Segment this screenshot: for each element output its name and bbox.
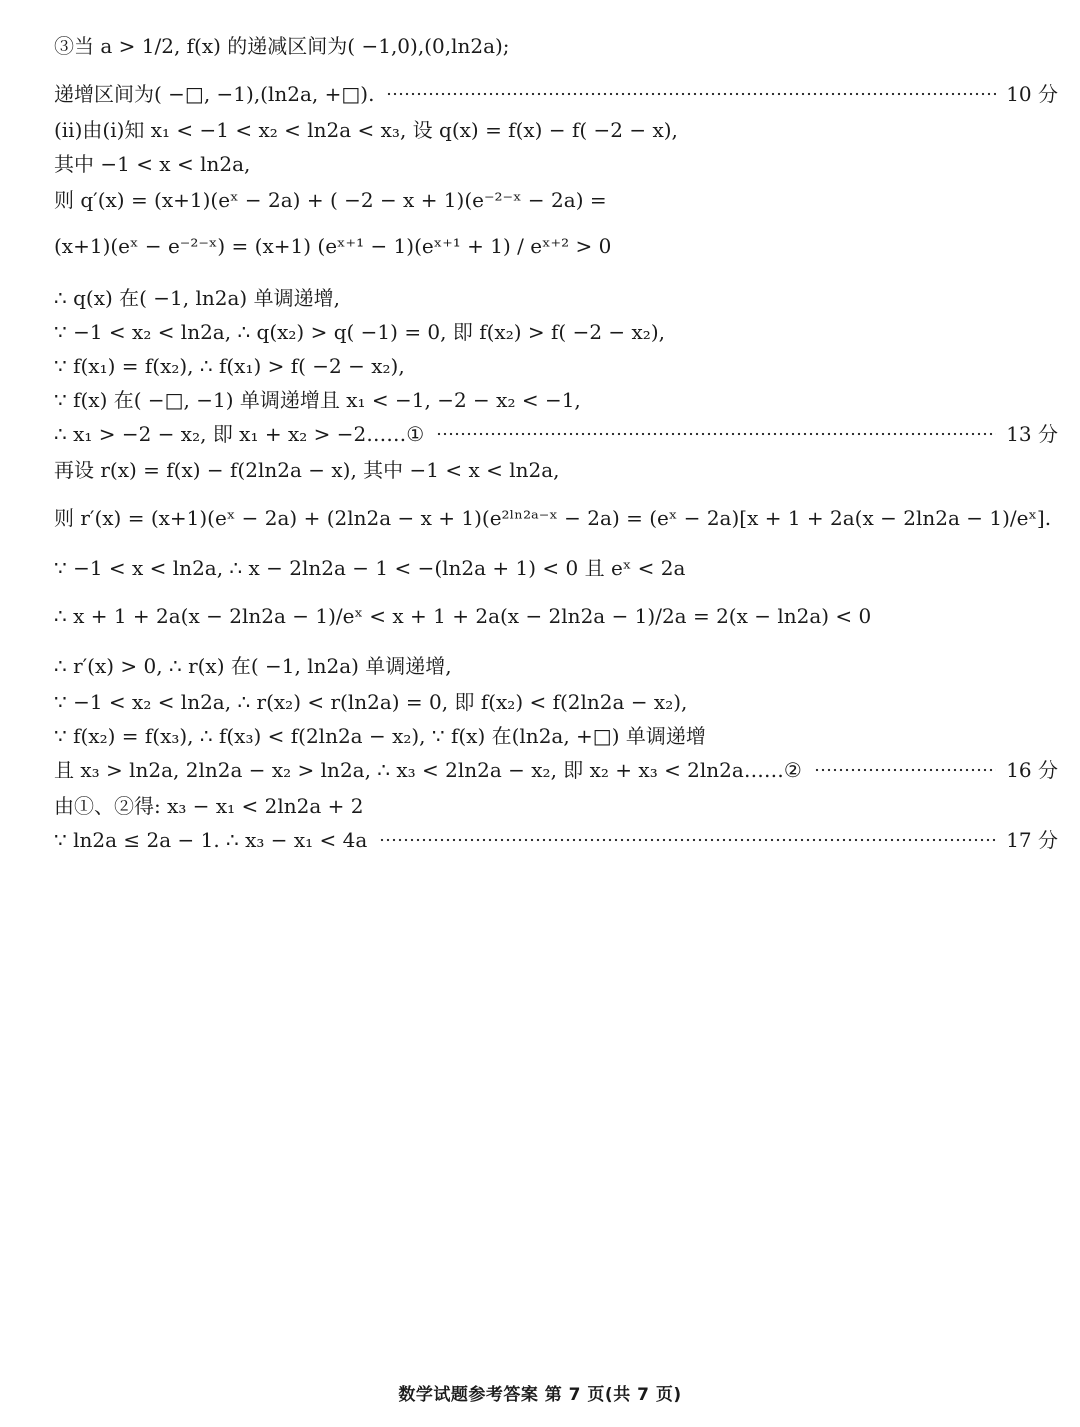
score-mark: 10 分 (1006, 82, 1058, 106)
solution-line (54, 232, 1058, 260)
solution-text: ∵ ln2a ≤ 2a − 1. ∴ x₃ − x₁ < 4a (54, 828, 368, 852)
solution-line (54, 554, 1058, 582)
solution-line (54, 318, 1058, 346)
solution-text: 由①、②得: x₃ − x₁ < 2ln2a + 2 (54, 794, 364, 818)
solution-line (54, 420, 1058, 448)
solution-text: ∵ −1 < x₂ < ln2a, ∴ q(x₂) > q( −1) = 0, 即 f(x₂) > f( −2 − x₂), (54, 320, 665, 344)
solution-text: ∵ −1 < x < ln2a, ∴ x − 2ln2a − 1 < −(ln2a + 1) < 0 且 eˣ < 2a (54, 556, 686, 580)
solution-text: ③当 a > 1/2, f(x) 的递减区间为( −1,0),(0,ln2a); (54, 34, 510, 58)
solution-text: 递增区间为( −□, −1),(ln2a, +□). (54, 82, 375, 106)
solution-text: (x+1)(eˣ − e⁻²⁻ˣ) = (x+1) (eˣ⁺¹ − 1)(eˣ⁺¹ + 1) / eˣ⁺² > 0 (54, 234, 612, 258)
solution-text: (ⅱ)由(ⅰ)知 x₁ < −1 < x₂ < ln2a < x₃, 设 q(x) = f(x) − f( −2 − x), (54, 118, 678, 142)
page-footer: 数学试题参考答案 第 7 页(共 7 页) (398, 1385, 682, 1405)
solution-line (54, 32, 1058, 60)
solution-text: 则 q′(x) = (x+1)(eˣ − 2a) + ( −2 − x + 1)(e⁻²⁻ˣ − 2a) = (54, 188, 607, 212)
solution-line (54, 186, 1058, 214)
solution-text: ∴ r′(x) > 0, ∴ r(x) 在( −1, ln2a) 单调递增, (54, 654, 452, 678)
solution-line (54, 756, 1058, 784)
dot-leader (379, 838, 996, 842)
solution-text: 其中 −1 < x < ln2a, (54, 152, 251, 176)
solution-line (54, 722, 1058, 750)
solution-line (54, 80, 1058, 108)
solution-text: 则 r′(x) = (x+1)(eˣ − 2a) + (2ln2a − x + 1)(e²ˡⁿ²ᵃ⁻ˣ − 2a) = (eˣ − 2a)[x + 1 + 2a(x − 2ln2a − 1)/eˣ]. (54, 506, 1052, 530)
score-mark: 16 分 (1006, 758, 1058, 782)
solution-text: ∵ f(x₁) = f(x₂), ∴ f(x₁) > f( −2 − x₂), (54, 354, 405, 378)
score-mark: 13 分 (1006, 422, 1058, 446)
dot-leader (386, 92, 996, 96)
dot-leader (814, 768, 996, 772)
solution-text: ∵ −1 < x₂ < ln2a, ∴ r(x₂) < r(ln2a) = 0, 即 f(x₂) < f(2ln2a − x₂), (54, 690, 688, 714)
score-mark: 17 分 (1006, 828, 1058, 852)
solution-line (54, 602, 1058, 630)
solution-line (54, 792, 1058, 820)
solution-line (54, 456, 1058, 484)
dot-leader (436, 432, 996, 436)
solution-line (54, 386, 1058, 414)
solution-line (54, 116, 1058, 144)
solution-line (54, 826, 1058, 854)
solution-line (54, 284, 1058, 312)
solution-text: ∴ q(x) 在( −1, ln2a) 单调递增, (54, 286, 340, 310)
solution-line (54, 652, 1058, 680)
solution-line (54, 504, 1058, 532)
solution-text: ∴ x + 1 + 2a(x − 2ln2a − 1)/eˣ < x + 1 + 2a(x − 2ln2a − 1)/2a = 2(x − ln2a) < 0 (54, 604, 872, 628)
solution-text: ∴ x₁ > −2 − x₂, 即 x₁ + x₂ > −2……① (54, 422, 425, 446)
solution-text: ∵ f(x₂) = f(x₃), ∴ f(x₃) < f(2ln2a − x₂), ∵ f(x) 在(ln2a, +□) 单调递增 (54, 724, 706, 748)
solution-line (54, 352, 1058, 380)
solution-text: ∵ f(x) 在( −□, −1) 单调递增且 x₁ < −1, −2 − x₂ < −1, (54, 388, 581, 412)
solution-text: 再设 r(x) = f(x) − f(2ln2a − x), 其中 −1 < x < ln2a, (54, 458, 560, 482)
solution-line (54, 150, 1058, 178)
solution-line (54, 688, 1058, 716)
solution-text: 且 x₃ > ln2a, 2ln2a − x₂ > ln2a, ∴ x₃ < 2ln2a − x₂, 即 x₂ + x₃ < 2ln2a……② (54, 758, 802, 782)
